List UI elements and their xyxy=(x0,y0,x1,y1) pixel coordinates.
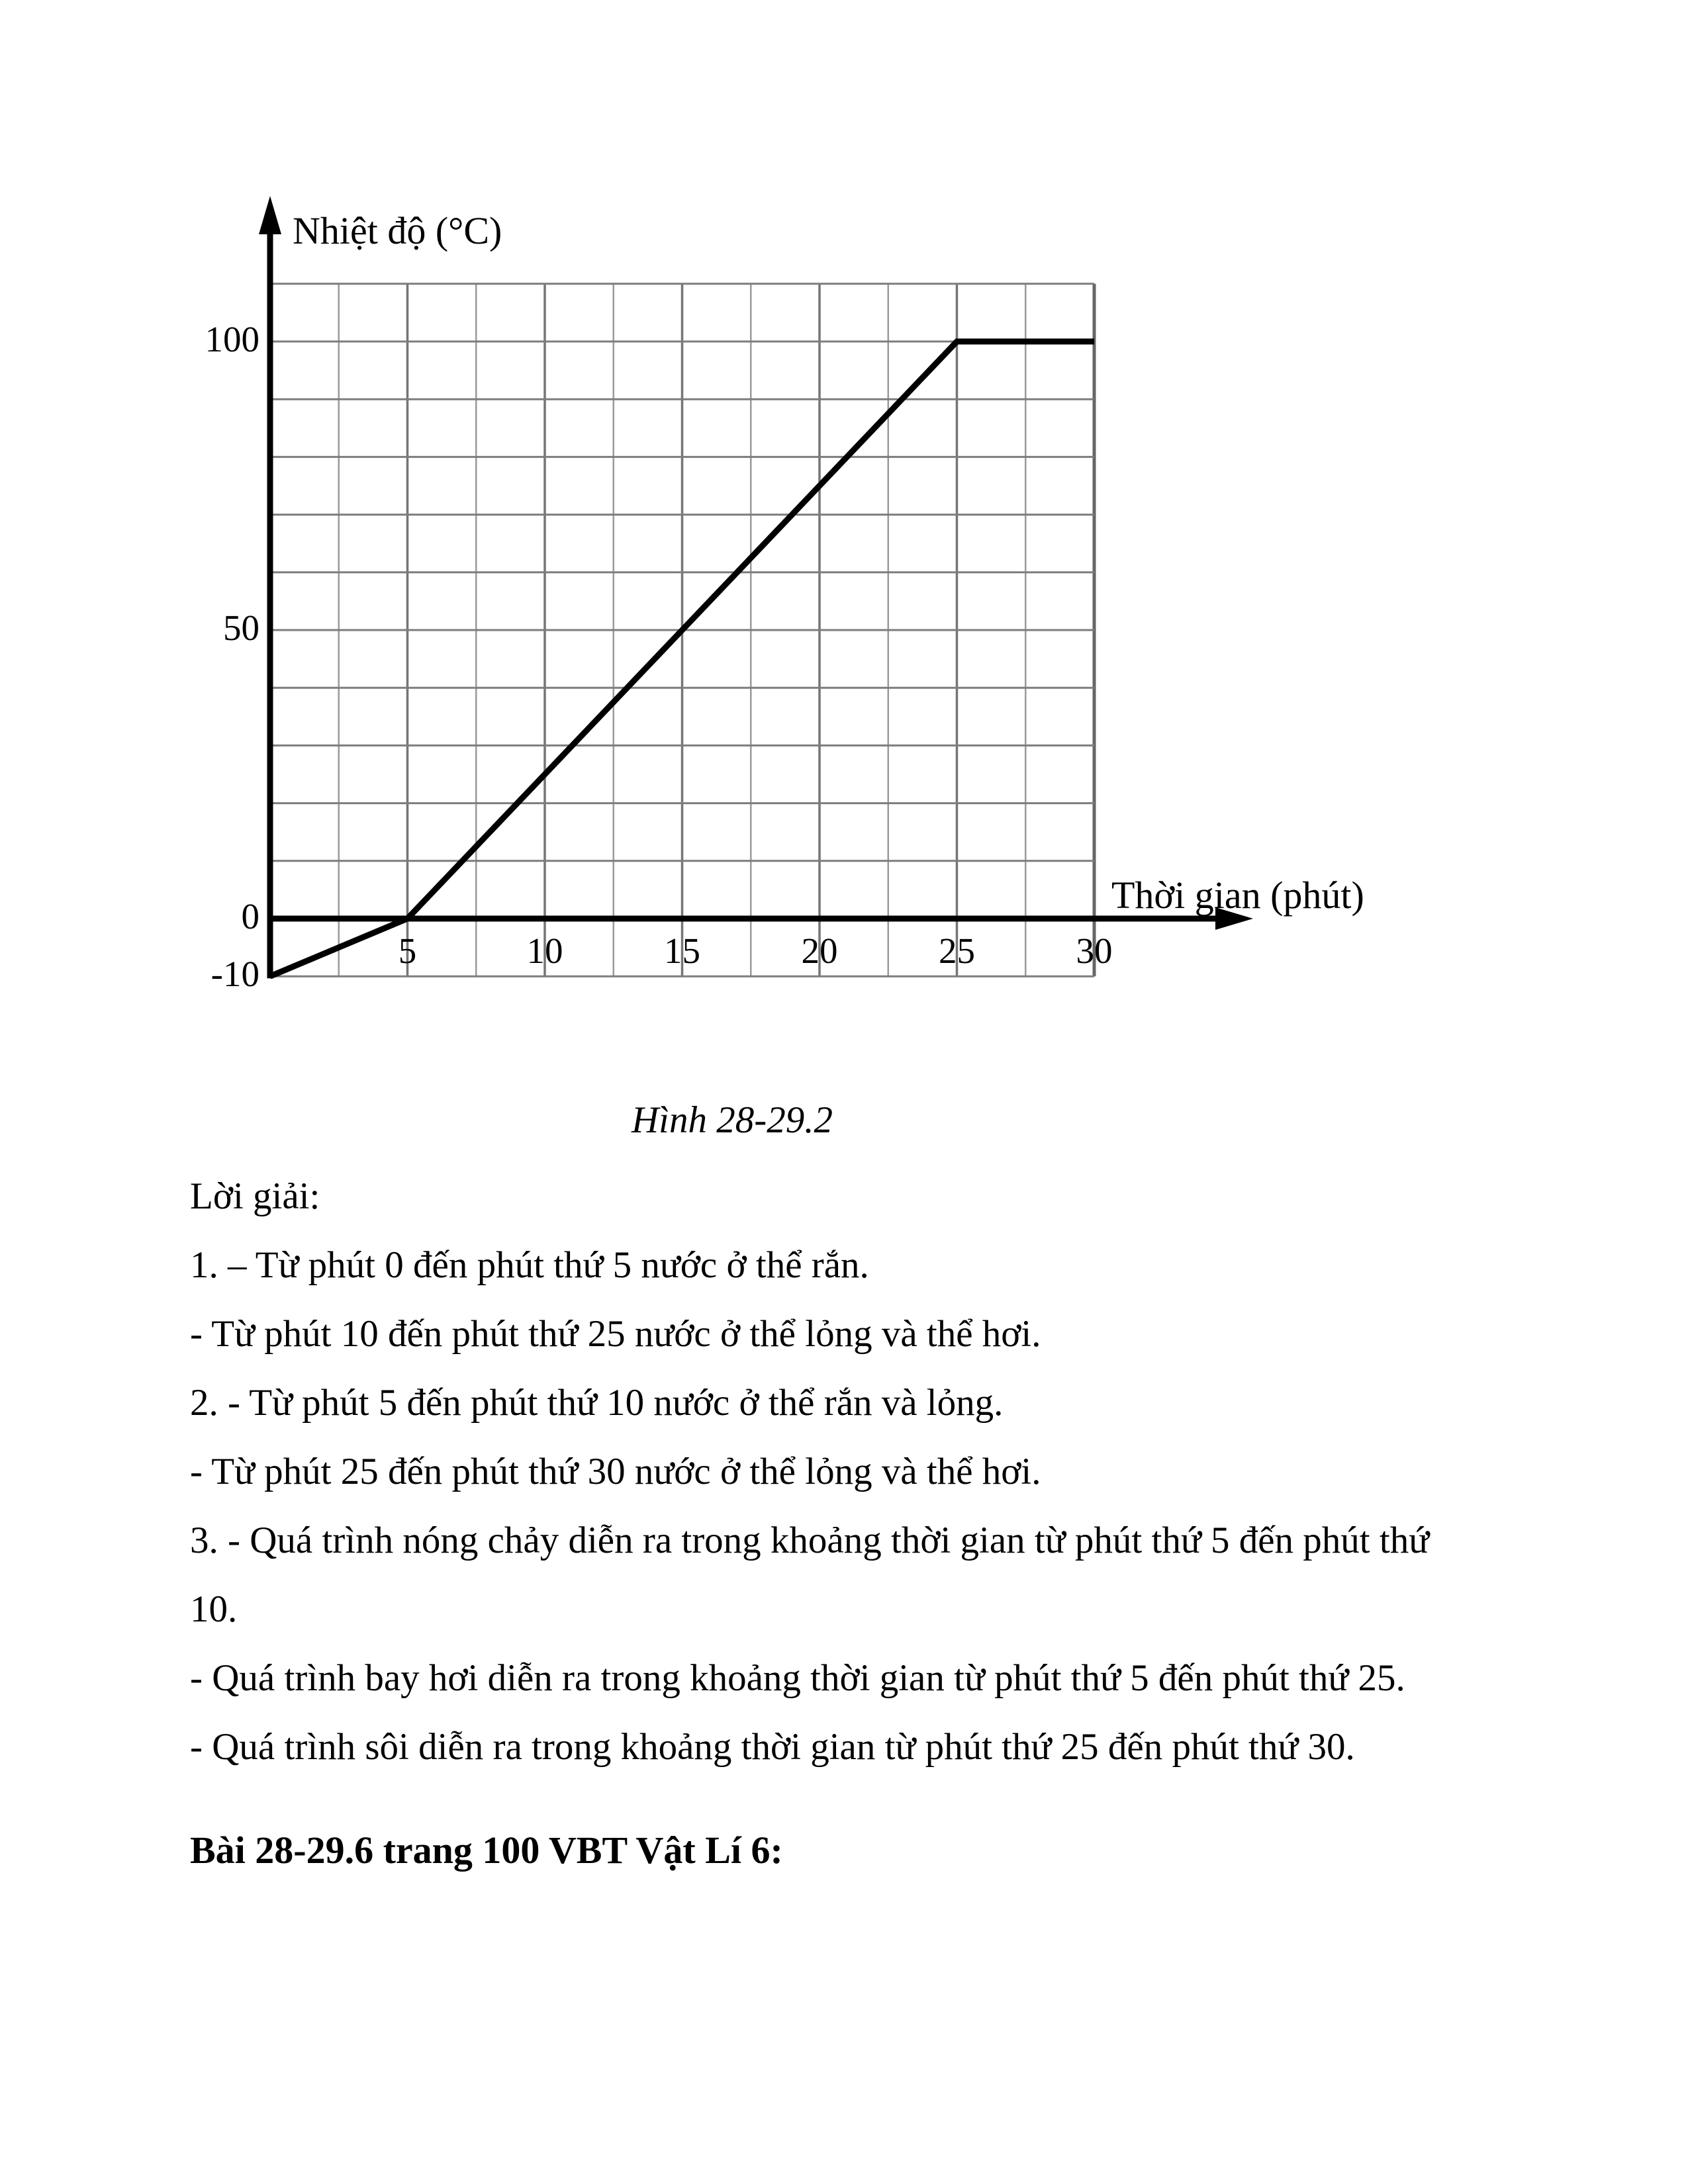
solution-line: 3. - Quá trình nóng chảy diễn ra trong khoảng thời gian từ phút thứ 5 đến phút thứ xyxy=(190,1520,1430,1561)
x-tick-label: 20 xyxy=(801,931,838,971)
solution-heading: Lời giải: xyxy=(190,1175,320,1217)
y-axis-title: Nhiệt độ (°C) xyxy=(293,209,502,252)
solution-line: - Quá trình bay hơi diễn ra trong khoảng thời gian từ phút thứ 5 đến phút thứ 25. xyxy=(190,1657,1405,1699)
x-tick-label: 30 xyxy=(1076,931,1113,971)
solution-line: - Từ phút 10 đến phút thứ 25 nước ở thể lỏng và thể hơi. xyxy=(190,1313,1041,1355)
temperature-time-chart xyxy=(0,0,1688,1059)
y-tick-label: 0 xyxy=(241,896,259,936)
y-axis-arrowhead xyxy=(259,196,281,234)
solution-line: - Từ phút 25 đến phút thứ 30 nước ở thể lỏng và thể hơi. xyxy=(190,1451,1041,1492)
solution-line: 2. - Từ phút 5 đến phút thứ 10 nước ở thể rắn và lỏng. xyxy=(190,1382,1004,1424)
solution-line: 10. xyxy=(190,1588,238,1630)
solution-line: - Quá trình sôi diễn ra trong khoảng thời gian từ phút thứ 25 đến phút thứ 30. xyxy=(190,1726,1355,1768)
figure-28-29-2 xyxy=(0,0,1688,1059)
y-tick-label: -10 xyxy=(211,954,259,995)
x-axis-title: Thời gian (phút) xyxy=(1111,874,1364,917)
solution-line: 1. – Từ phút 0 đến phút thứ 5 nước ở thể rắn. xyxy=(190,1244,869,1286)
y-tick-label: 100 xyxy=(205,319,259,359)
y-tick-label: 50 xyxy=(223,608,259,648)
figure-caption: Hình 28-29.2 xyxy=(632,1099,833,1141)
x-tick-label: 25 xyxy=(939,931,975,971)
x-tick-label: 5 xyxy=(398,931,417,971)
x-tick-label: 10 xyxy=(526,931,563,971)
exercise-heading: Bài 28-29.6 trang 100 VBT Vật Lí 6: xyxy=(190,1829,783,1872)
solution-section xyxy=(190,1162,1554,1782)
x-tick-label: 15 xyxy=(664,931,700,971)
